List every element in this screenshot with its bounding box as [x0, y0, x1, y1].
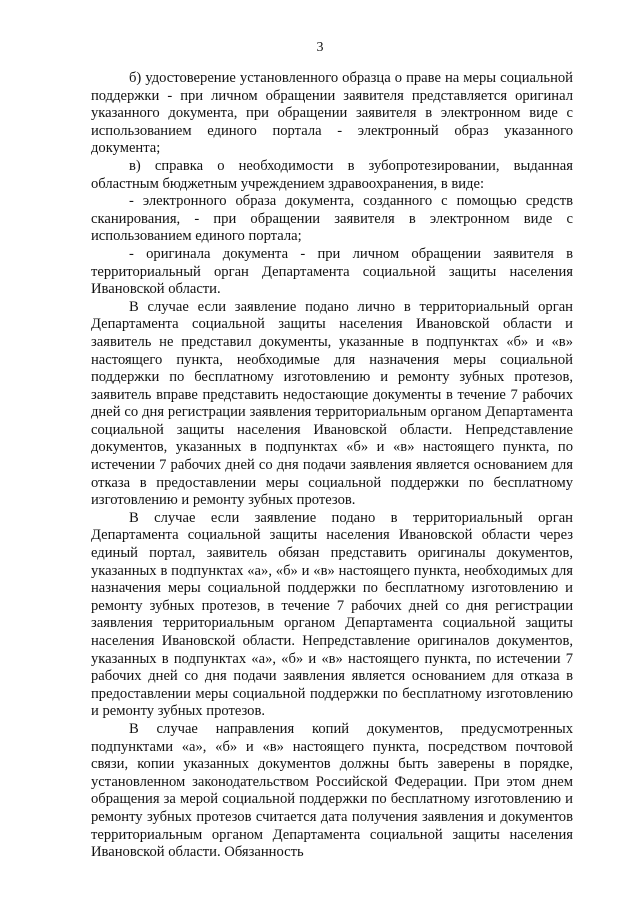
paragraph-original-document: - оригинала документа - при личном обращении заявителя в территориальный орган Департамента социальной защиты населения Ивановской области.: [91, 245, 573, 298]
document-body: [91, 70, 573, 862]
paragraph-in-person-filing: В случае если заявление подано лично в территориальный орган Департамента социальной защиты населения Ивановской области и заявитель не представил документы, указанные в подпунктах «б» и «в» настоящего пункта, необходимые для назначения меры социальной поддержки по бесплатному изготовлению и ремонту зубных протезов, заявитель вправе представить недостающие документы в течение 7 рабочих дней со дня регистрации заявления территориальным органом Департамента социальной защиты населения Ивановской области. Непредставление документов, указанных в подпунктах «б» и «в» настоящего пункта, по истечении 7 рабочих дней со дня подачи заявления является основанием для отказа в предоставлении меры социальной поддержки по бесплатному изготовлению и ремонту зубных протезов.: [91, 298, 573, 509]
paragraph-electronic-copy: - электронного образа документа, созданного с помощью средств сканирования, - при обращении заявителя в электронном виде с использованием единого портала;: [91, 193, 573, 245]
page-number: 3: [316, 40, 324, 55]
paragraph-item-b: б) удостоверение установленного образца о праве на меры социальной поддержки - при личном обращении заявителя представляется оригинал указанного документа, при обращении заявителя в электронном виде с использованием единого портала - электронный образ указанного документа;: [91, 70, 573, 157]
paragraph-portal-filing: В случае если заявление подано в территориальный орган Департамента социальной защиты населения Ивановской области через единый портал, заявитель обязан представить оригиналы документов, указанных в подпунктах «а», «б» и «в» настоящего пункта, необходимых для назначения меры социальной поддержки по бесплатному изготовлению и ремонту зубных протезов, в течение 7 рабочих дней со дня регистрации заявления территориальным органом Департамента социальной защиты населения Ивановской области. Непредставление оригиналов документов, указанных в подпунктах «а», «б» и «в» настоящего пункта, по истечении 7 рабочих дней со дня подачи заявления является основанием для отказа в предоставлении меры социальной поддержки по бесплатному изготовлению и ремонту зубных протезов.: [91, 509, 573, 720]
paragraph-item-v: в) справка о необходимости в зубопротезировании, выданная областным бюджетным учреждением здравоохранения, в виде:: [91, 157, 573, 192]
paragraph-postal-filing: В случае направления копий документов, предусмотренных подпунктами «а», «б» и «в» настоящего пункта, посредством почтовой связи, копии указанных документов должны быть заверены в порядке, установленном законодательством Российской Федерации. При этом днем обращения за мерой социальной поддержки по бесплатному изготовлению и ремонту зубных протезов считается дата получения заявления и документов территориальным органом Департамента социальной защиты населения Ивановской области. Обязанность: [91, 720, 573, 861]
